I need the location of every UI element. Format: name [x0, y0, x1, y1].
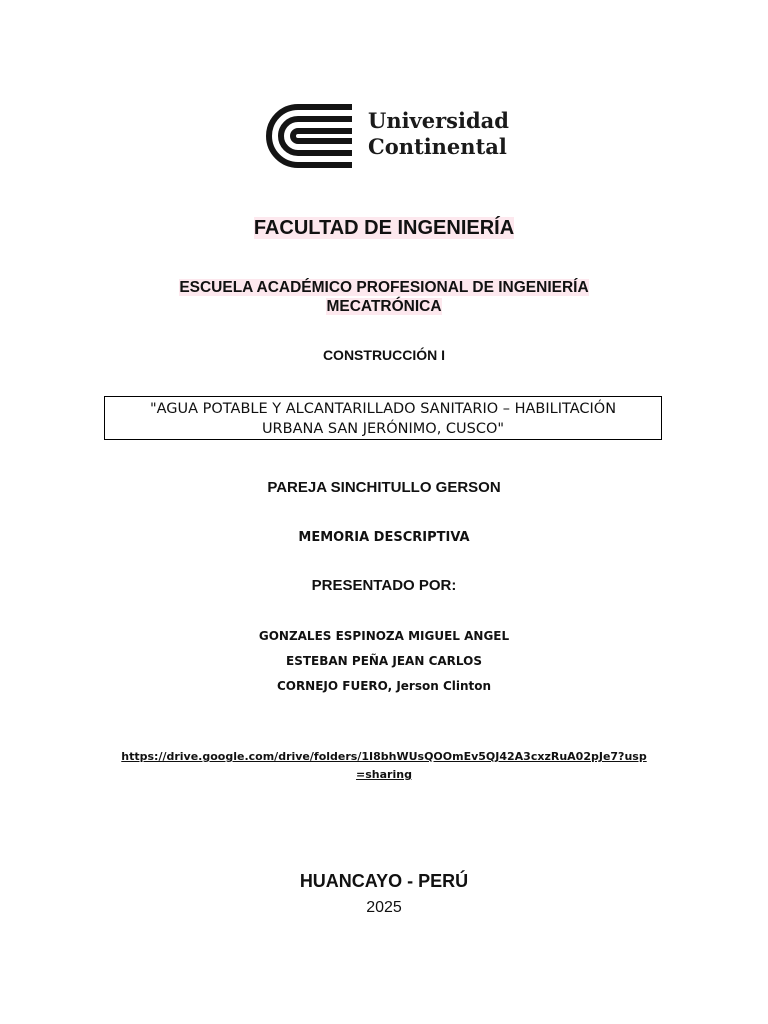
project-title-box — [104, 396, 662, 440]
author-name: CORNEJO FUERO, Jerson Clinton — [276, 679, 492, 693]
university-logo — [264, 104, 509, 168]
faculty-text: FACULTAD DE INGENIERÍA — [253, 217, 515, 239]
author-name: ESTEBAN PEÑA JEAN CARLOS — [286, 654, 482, 668]
course-name: CONSTRUCCIÓN I — [322, 347, 446, 363]
teacher-name: PAREJA SINCHITULLO GERSON — [267, 479, 501, 496]
project-title-line-2: URBANA SAN JERÓNIMO, CUSCO" — [261, 421, 505, 437]
school-text: ESCUELA ACADÉMICO PROFESIONAL DE INGENIERÍA MECATRÓNICA — [179, 279, 589, 315]
document-type: MEMORIA DESCRIPTIVA — [298, 530, 470, 545]
drive-link[interactable]: https://drive.google.com/drive/folders/1I8bhWUsQOOmEv5QJ42A3cxzRuA02pJe7?usp=sharing — [121, 750, 647, 781]
author-name: GONZALES ESPINOZA MIGUEL ANGEL — [258, 629, 510, 643]
faculty-heading — [0, 214, 768, 242]
project-title-line-1: "AGUA POTABLE Y ALCANTARILLADO SANITARIO – HABILITACIÓN — [149, 401, 617, 417]
logo-wordmark — [368, 108, 509, 160]
continental-c-icon — [264, 104, 356, 168]
school-heading — [120, 278, 648, 316]
logo-line-1: Universidad — [368, 108, 509, 133]
logo-line-2: Continental — [368, 134, 507, 159]
city-country: HUANCAYO - PERÚ — [299, 871, 469, 891]
presented-by-label: PRESENTADO POR: — [311, 577, 457, 594]
year: 2025 — [366, 899, 402, 916]
